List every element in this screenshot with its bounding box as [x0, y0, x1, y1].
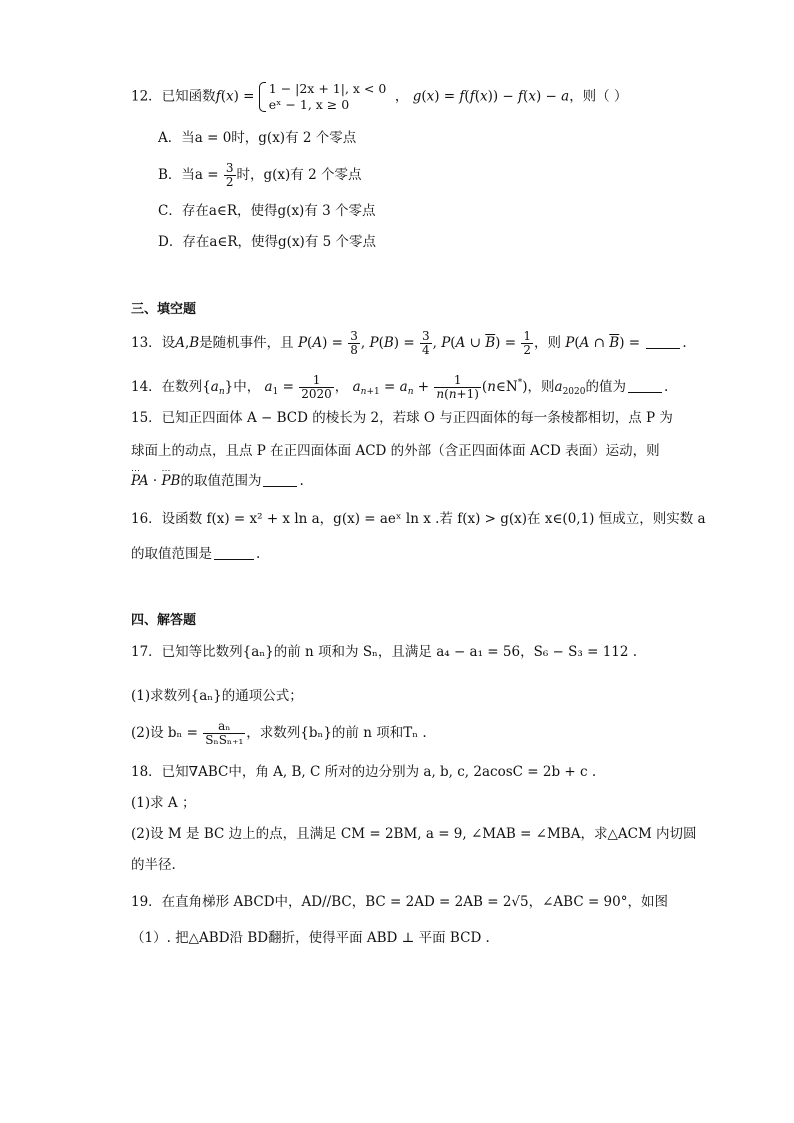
q12-option-b-rest: 时，g(x)有 2 个零点: [236, 167, 362, 183]
question-18-part-1: (1)求 A ；: [131, 795, 196, 811]
question-19-line-1: 19．在直角梯形 ABCD中，AD//BC，BC = 2AD = 2AB = 2√5，∠ABC = 90°，如图: [131, 894, 668, 910]
section-heading-solve: 四、解答题: [131, 613, 197, 628]
q12-option-c: C．存在a∈R，使得g(x)有 3 个零点: [158, 203, 376, 219]
q17-part2-prefix: (2)设 bₙ =: [131, 725, 198, 741]
section-heading-fill-blank: 三、填空题: [131, 302, 197, 317]
q14-text-1: 14．在数列: [131, 379, 203, 395]
fraction-recurrence: $\frac{1}{n(n+1)}$: [436, 373, 479, 401]
question-19-line-2: （1）. 把△ABD沿 BD翻折，使得平面 ABD ⊥ 平面 BCD .: [131, 930, 490, 946]
q15-text-3: 的取值范围为: [180, 473, 262, 489]
question-16-line-2: 的取值范围是 .: [131, 546, 261, 562]
question-15-line-2: 球面上的动点，且点 P 在正四面体面 ACD 的外部（含正四面体面 ACD 表面）运动，则: [131, 443, 660, 459]
question-18-part-2: (2)设 M 是 BC 边上的点，且满足 CM = 2BM, a = 9, ∠MAB = ∠MBA，求△ACM 内切圆: [131, 826, 697, 842]
piecewise-case-2: eˣ − 1, x ≥ 0: [268, 97, 350, 112]
piecewise-case-1: 1 − |2x + 1|, x < 0: [268, 81, 387, 96]
question-17-line-1: 17．已知等比数列{aₙ}的前 n 项和为 Sₙ，且满足 a₄ − a₁ = 56，S₆ − S₃ = 112 .: [131, 644, 638, 660]
fraction-denominator: SₙSₙ₊₁: [205, 733, 244, 747]
fraction-numerator: aₙ: [203, 720, 245, 734]
question-18-line-1: 18．已知∇ABC中，角 A, B, C 所对的边分别为 a, b, c, 2acosC = 2b + c .: [131, 764, 597, 780]
fraction-3-8: $\frac{3}{8}$: [350, 329, 358, 357]
q12-option-b-prefix: B．当a =: [158, 167, 219, 183]
fraction-denominator: 2: [225, 175, 234, 189]
fraction-3-2: [224, 162, 236, 189]
q13-text-3: ，则: [533, 335, 561, 351]
fraction-1-2020: $\frac{1}{2020}$: [301, 373, 332, 401]
answer-blank[interactable]: [263, 486, 297, 487]
question-13: 13．设A,B是随机事件，且 P(A) = $\frac{3}{8}$ , P(B) = $\frac{3}{4}$ , P(A ∪ $\overline{B}$) = $\frac{1}{2}$ ，则 P(A ∩ $\overline{B}$) = .: [131, 329, 687, 357]
fraction-numerator: 3: [225, 161, 234, 175]
fraction-3-4: $\frac{3}{4}$: [421, 329, 430, 357]
piecewise-function: [259, 81, 387, 113]
question-17-part-1: (1)求数列{aₙ}的通项公式；: [131, 688, 303, 704]
question-12: 12．已知函数f(x) = 1 − |2x + 1|, x < 0 eˣ − 1, x ≥ 0 ， g(x) = f(f(x)) − f(x) − a，则（ ）: [131, 81, 628, 112]
question-18-part-2b: 的半径.: [131, 857, 176, 873]
answer-blank[interactable]: [628, 392, 662, 393]
answer-blank[interactable]: [646, 348, 680, 349]
q13-text-2: 是随机事件，且: [199, 335, 294, 351]
q13-text-1: 13．设: [131, 335, 176, 351]
answer-blank[interactable]: [214, 559, 254, 560]
q14-text-2: 中，: [233, 379, 261, 395]
fraction-1-2: $\frac{1}{2}$: [523, 329, 531, 357]
q16-text-2: 的取值范围是: [131, 546, 212, 562]
q12-option-a: A．当a = 0时，g(x)有 2 个零点: [158, 130, 357, 146]
question-15-line-1: 15．已知正四面体 A − BCD 的棱长为 2，若球 O 与正四面体的每一条棱都相切，点 P 为: [131, 410, 673, 426]
question-17-part-2: [131, 718, 427, 748]
q17-part2-suffix: ，求数列{bₙ}的前 n 项和Tₙ .: [246, 725, 427, 741]
question-15-line-3: ⋯ PA · ⋯ PB的取值范围为 .: [131, 472, 304, 490]
q14-text-3: ，则: [527, 379, 555, 395]
q12-suffix: ，则（ ）: [569, 88, 628, 105]
q12-option-d: D．存在a∈R，使得g(x)有 5 个零点: [158, 234, 376, 250]
fraction-bn: [203, 720, 245, 747]
question-16-line-1: 16．设函数 f(x) = x² + x ln a，g(x) = aeˣ ln x .若 f(x) > g(x)在 x∈(0,1) 恒成立，则实数 a: [131, 511, 706, 527]
question-14: 14．在数列$\{a_n\}$中， $a_1$ = $\frac{1}{2020}$ ， $a_{n+1} = a_n$ + $\frac{1}{n(n+1)}$ (n∈N*)，则$a_{2020}$的值为 .: [131, 373, 669, 401]
q14-text-4: 的值为: [585, 379, 626, 395]
q12-prefix: 12．已知函数: [131, 88, 216, 105]
q12-option-b: [158, 162, 361, 189]
